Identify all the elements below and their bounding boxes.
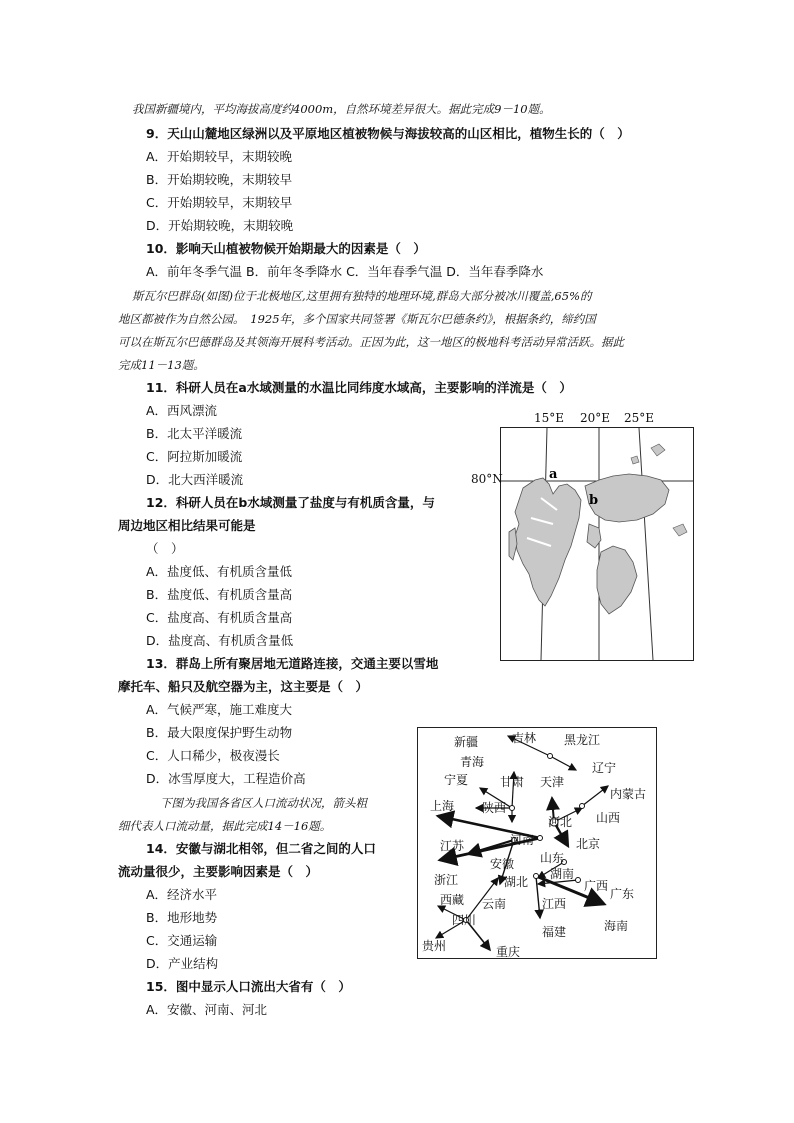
label-neimenggu: 内蒙古 bbox=[610, 787, 647, 801]
label-xizang: 西藏 bbox=[440, 893, 465, 907]
q9-option-b[interactable]: B．开始期较晚，末期较早 bbox=[146, 172, 293, 187]
label-anhui: 安徽 bbox=[490, 857, 515, 871]
label-xinjiang: 新疆 bbox=[454, 735, 479, 749]
q12-option-d[interactable]: D．盐度高、有机质含量低 bbox=[146, 633, 294, 648]
intro-14-16-line1: 下图为我国各省区人口流动状况，箭头粗 bbox=[160, 796, 367, 810]
label-sichuan: 四川 bbox=[452, 913, 477, 927]
label-jiangsu: 江苏 bbox=[440, 839, 465, 853]
population-flow-svg bbox=[418, 728, 656, 958]
question-13-stem-2: 摩托车、船只及航空器为主，这主要是（ ） bbox=[118, 679, 369, 694]
q9-option-a[interactable]: A．开始期较早，末期较晚 bbox=[146, 149, 293, 164]
label-gansu: 甘肃 bbox=[500, 775, 525, 789]
islet bbox=[673, 524, 687, 536]
q9-option-c[interactable]: C．开始期较早，末期较早 bbox=[146, 195, 293, 210]
label-chongqing: 重庆 bbox=[496, 945, 521, 958]
label-ningxia: 宁夏 bbox=[444, 773, 469, 787]
forland-island bbox=[509, 528, 517, 560]
label-zhejiang: 浙江 bbox=[434, 873, 459, 887]
question-14-stem-2: 流动量很少，主要影响因素是（ ） bbox=[118, 864, 319, 879]
label-hainan: 海南 bbox=[604, 919, 629, 933]
label-fujian: 福建 bbox=[542, 925, 567, 939]
q10-options[interactable]: A．前年冬季气温 B．前年冬季降水 C．当年春季气温 D．当年春季降水 bbox=[146, 264, 544, 279]
q14-option-a[interactable]: A．经济水平 bbox=[146, 887, 218, 902]
intro-14-16-line2: 细代表人口流动量，据此完成14－16题。 bbox=[118, 819, 332, 833]
population-flow-map bbox=[417, 727, 657, 959]
question-15-stem: 15．图中显示人口流出大省有（ ） bbox=[146, 979, 351, 994]
spitsbergen-island bbox=[515, 478, 581, 606]
label-qinghai: 青海 bbox=[460, 755, 485, 769]
islet bbox=[651, 444, 665, 456]
intro-11-13-line4: 完成11－13题。 bbox=[118, 358, 205, 372]
q14-option-c[interactable]: C．交通运输 bbox=[146, 933, 218, 948]
question-11-stem: 11．科研人员在a水域测量的水温比同纬度水域高，主要影响的洋流是（ ） bbox=[146, 380, 572, 395]
label-hunan: 湖南 bbox=[550, 867, 575, 881]
question-14-stem-1: 14．安徽与湖北相邻，但二省之间的人口 bbox=[146, 841, 376, 856]
q13-option-c[interactable]: C．人口稀少，极夜漫长 bbox=[146, 748, 280, 763]
meridian-25e bbox=[639, 428, 653, 660]
label-guangxi: 广西 bbox=[584, 879, 609, 893]
label-beijing: 北京 bbox=[576, 837, 601, 851]
lon-label-20e: 20°E bbox=[580, 411, 611, 425]
q14-option-d[interactable]: D．产业结构 bbox=[146, 956, 219, 971]
point-a-label: a bbox=[549, 467, 558, 482]
label-yunnan: 云南 bbox=[482, 897, 507, 911]
q12-option-b[interactable]: B．盐度低、有机质含量高 bbox=[146, 587, 293, 602]
intro-11-13-line1: 斯瓦尔巴群岛(如图)位于北极地区,这里拥有独特的地理环境,群岛大部分被冰川覆盖,65%的 bbox=[132, 289, 592, 303]
q12-option-a[interactable]: A．盐度低、有机质含量低 bbox=[146, 564, 293, 579]
svalbard-map-svg bbox=[501, 428, 693, 660]
point-b-label: b bbox=[589, 493, 599, 508]
q13-option-b[interactable]: B．最大限度保护野生动物 bbox=[146, 725, 293, 740]
lat-label-80n: 80°N bbox=[471, 472, 503, 486]
question-12-paren: （ ） bbox=[146, 541, 184, 556]
q14-option-b[interactable]: B．地形地势 bbox=[146, 910, 218, 925]
q12-option-c[interactable]: C．盐度高、有机质含量高 bbox=[146, 610, 293, 625]
label-shanxi: 山西 bbox=[596, 811, 621, 825]
edgeoya-island bbox=[597, 546, 637, 614]
label-guangdong: 广东 bbox=[610, 887, 635, 901]
intro-9-10: 我国新疆境内，平均海拔高度约4000m，自然环境差异很大。据此完成9－10题。 bbox=[132, 102, 551, 116]
label-henan: 河南 bbox=[510, 833, 535, 847]
label-guizhou: 贵州 bbox=[422, 939, 447, 953]
q11-option-a[interactable]: A．西风漂流 bbox=[146, 403, 218, 418]
intro-11-13-line3: 可以在斯瓦尔巴德群岛及其领海开展科考活动。正因为此，这一地区的极地科考活动异常活跃。据此 bbox=[118, 335, 624, 349]
label-jiangxi: 江西 bbox=[542, 897, 567, 911]
intro-11-13-line2: 地区都被作为自然公园。 1925年，多个国家共同签署《斯瓦尔巴德条约》，根据条约，缔约国 bbox=[118, 312, 596, 326]
svalbard-map bbox=[500, 427, 694, 661]
q13-option-a[interactable]: A．气候严寒，施工难度大 bbox=[146, 702, 293, 717]
islet bbox=[631, 456, 639, 464]
question-12-stem-2: 周边地区相比结果可能是 bbox=[118, 518, 256, 533]
q13-option-d[interactable]: D．冰雪厚度大，工程造价高 bbox=[146, 771, 306, 786]
lon-label-15e: 15°E bbox=[534, 411, 565, 425]
label-hubei: 湖北 bbox=[504, 875, 529, 889]
question-10-stem: 10．影响天山植被物候开始期最大的因素是（ ） bbox=[146, 241, 426, 256]
label-tianjin: 天津 bbox=[540, 775, 565, 789]
lon-label-25e: 25°E bbox=[624, 411, 655, 425]
label-hebei: 河北 bbox=[548, 815, 573, 829]
question-12-stem-1: 12．科研人员在b水域测量了盐度与有机质含量，与 bbox=[146, 495, 435, 510]
q11-option-b[interactable]: B．北太平洋暖流 bbox=[146, 426, 243, 441]
label-shanghai: 上海 bbox=[430, 799, 455, 813]
label-jilin: 吉林 bbox=[512, 731, 537, 745]
q11-option-c[interactable]: C．阿拉斯加暖流 bbox=[146, 449, 243, 464]
question-9-stem: 9．天山山麓地区绿洲以及平原地区植被物候与海拔较高的山区相比，植物生长的（ ） bbox=[146, 126, 630, 141]
label-heilongjiang: 黑龙江 bbox=[564, 733, 601, 747]
q9-option-d[interactable]: D．开始期较晚，末期较晚 bbox=[146, 218, 294, 233]
q15-option-a[interactable]: A．安徽、河南、河北 bbox=[146, 1002, 268, 1017]
label-shaanxi: 陕西 bbox=[482, 801, 507, 815]
q11-option-d[interactable]: D．北大西洋暖流 bbox=[146, 472, 244, 487]
label-shandong: 山东 bbox=[540, 851, 565, 865]
label-liaoning: 辽宁 bbox=[592, 761, 617, 775]
question-13-stem-1: 13．群岛上所有聚居地无道路连接，交通主要以雪地 bbox=[146, 656, 439, 671]
